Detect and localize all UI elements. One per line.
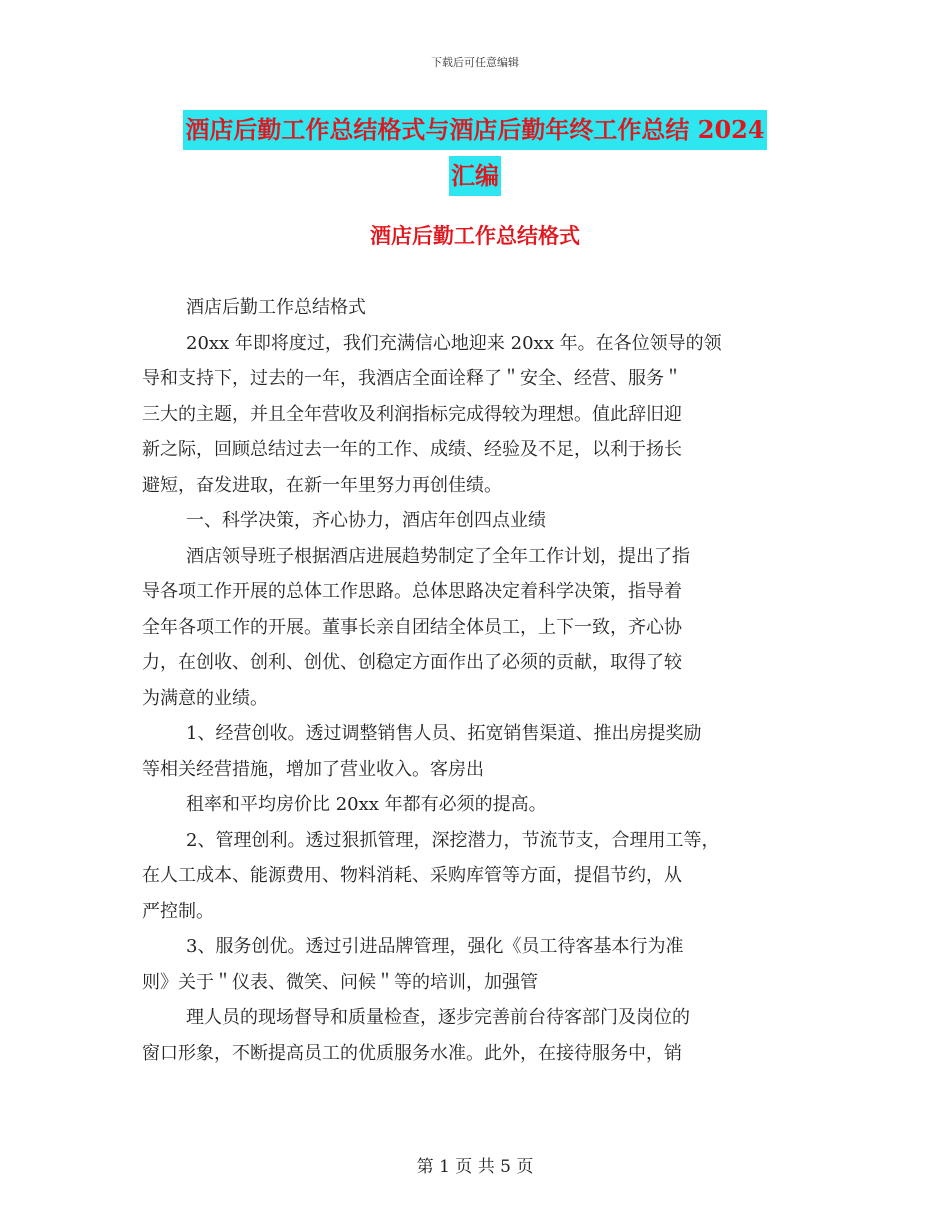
document-title-line-1: 酒店后勤工作总结格式与酒店后勤年终工作总结 2024 [183,110,766,150]
paragraph-line: 酒店后勤工作总结格式 [186,297,366,318]
paragraph-line: 力，在创收、创利、创优、创稳定方面作出了必须的贡献，取得了较 [142,652,682,673]
paragraph-line: 全年各项工作的开展。董事长亲自团结全体员工，上下一致，齐心协 [142,616,682,638]
paragraph-line: 等相关经营措施，增加了营业收入。客房出 [142,758,484,780]
paragraph-line: 窗口形象，不断提高员工的优质服务水准。此外，在接待服务中，销 [142,1042,682,1064]
paragraph-line: 导和支持下，过去的一年，我酒店全面诠释了＂安全、经营、服务＂ [142,368,682,389]
paragraph-line: 在人工成本、能源费用、物料消耗、采购库管等方面，提倡节约，从 [142,865,682,886]
paragraph-line: 3、服务创优。透过引进品牌管理，强化《员工待客基本行为准 [186,936,684,957]
page-header-note: 下载后可任意编辑 [431,56,519,69]
paragraph-line: 为满意的业绩。 [142,687,268,709]
document-title-line-2: 汇编 [449,156,501,196]
paragraph-line: 2、管理创利。透过狠抓管理，深挖潜力，节流节支，合理用工等， [186,829,720,851]
document-title [140,110,810,196]
paragraph-line: 则》关于＂仪表、微笑、问候＂等的培训，加强管 [142,971,538,993]
paragraph-line: 严控制。 [142,900,214,922]
page-number: 第 1 页 共 5 页 [416,1157,534,1177]
section-title: 酒店后勤工作总结格式 [370,223,580,248]
paragraph-line: 租率和平均房价比 20xx 年都有必须的提高。 [186,794,547,815]
paragraph-line: 20xx 年即将度过，我们充满信心地迎来 20xx 年。在各位领导的领 [186,332,722,354]
paragraph-line: 避短，奋发进取，在新一年里努力再创佳绩。 [142,474,502,496]
paragraph-line: 新之际，回顾总结过去一年的工作、成绩、经验及不足，以利于扬长 [142,439,682,460]
paragraph-line: 理人员的现场督导和质量检查，逐步完善前台待客部门及岗位的 [186,1007,690,1028]
paragraph-line: 导各项工作开展的总体工作思路。总体思路决定着科学决策，指导着 [142,581,682,602]
body-text [142,290,822,1071]
paragraph-line: 一、科学决策，齐心协力，酒店年创四点业绩 [186,510,546,531]
paragraph-line: 三大的主题，并且全年营收及利润指标完成得较为理想。值此辞旧迎 [142,403,682,425]
paragraph-line: 1、经营创收。透过调整销售人员、拓宽销售渠道、推出房提奖励 [186,723,702,744]
paragraph-line: 酒店领导班子根据酒店进展趋势制定了全年工作计划，提出了指 [186,545,690,567]
